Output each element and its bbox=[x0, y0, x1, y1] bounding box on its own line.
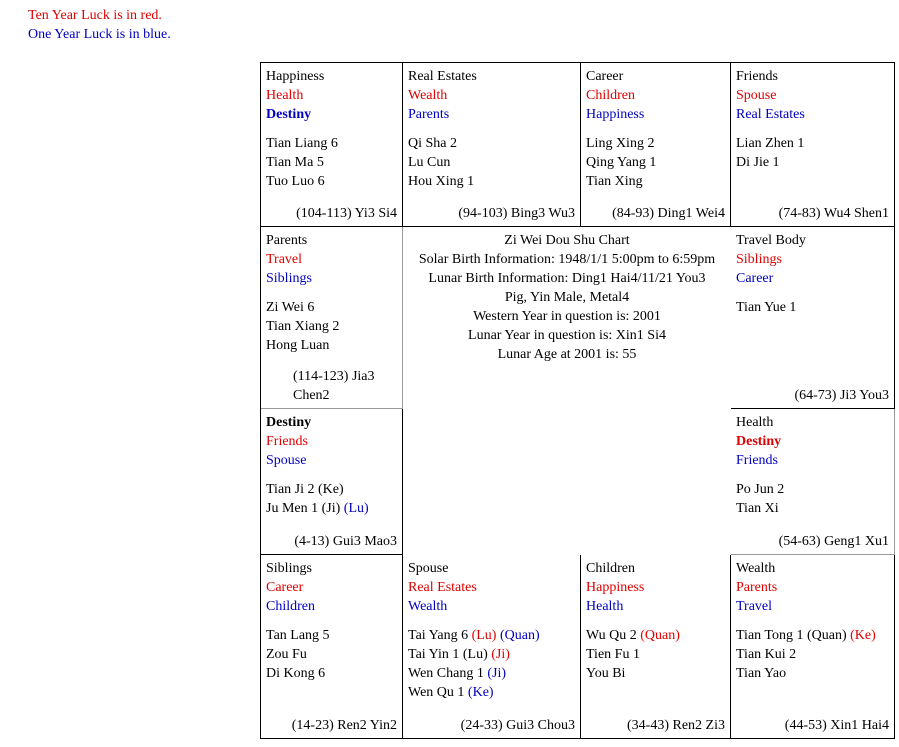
star bbox=[408, 645, 575, 664]
animal-gender-element: Pig, Yin Male, Metal4 bbox=[504, 290, 630, 305]
star-name: Wu Qu 2 bbox=[586, 628, 637, 643]
one-year-palace: Parents bbox=[408, 107, 450, 122]
palace-xu bbox=[731, 409, 895, 555]
ten-year-transform: (Lu) bbox=[471, 628, 497, 643]
western-year: Western Year in question is: 2001 bbox=[473, 309, 661, 324]
one-year-palace: Real Estates bbox=[736, 107, 805, 122]
palace-name: Career bbox=[586, 69, 624, 84]
ten-year-palace: Wealth bbox=[408, 88, 448, 103]
star-name: Wen Qu 1 bbox=[408, 685, 465, 700]
star: Zi Wei 6 bbox=[266, 300, 315, 315]
ten-year-palace: Parents bbox=[736, 580, 778, 595]
palace-name: Children bbox=[586, 561, 635, 576]
age-range-stem-branch: (74-83) Wu4 Shen1 bbox=[778, 206, 889, 221]
ten-year-palace: Health bbox=[266, 88, 304, 103]
lunar-birth-info: Lunar Birth Information: Ding1 Hai4/11/21 You3 bbox=[428, 271, 706, 286]
star: Tian Yue 1 bbox=[736, 300, 797, 315]
one-year-palace: Friends bbox=[736, 453, 778, 468]
ten-year-palace: Friends bbox=[266, 434, 308, 449]
age-range-stem-branch: (94-103) Bing3 Wu3 bbox=[458, 206, 575, 221]
palace-name: Health bbox=[736, 415, 774, 430]
star: Tian Ma 5 bbox=[266, 155, 324, 170]
star-name: Ju Men 1 (Ji) bbox=[266, 501, 341, 516]
ten-year-palace: Travel bbox=[266, 252, 303, 267]
star: Tian Xing bbox=[586, 174, 643, 189]
star bbox=[408, 683, 575, 702]
one-year-palace: Children bbox=[266, 599, 315, 614]
star: Tian Yao bbox=[736, 666, 787, 681]
ten-year-palace: Destiny bbox=[736, 434, 782, 449]
star: Tien Fu 1 bbox=[586, 647, 640, 662]
ten-year-palace: Real Estates bbox=[408, 580, 477, 595]
palace-shen bbox=[731, 63, 895, 227]
palace-hai bbox=[731, 555, 895, 739]
star bbox=[408, 664, 575, 683]
age-range-stem-branch: (24-33) Gui3 Chou3 bbox=[460, 718, 575, 733]
star: Hou Xing 1 bbox=[408, 174, 475, 189]
star: Di Jie 1 bbox=[736, 155, 780, 170]
star-name: Tian Tong 1 (Quan) bbox=[736, 628, 847, 643]
star: Lian Zhen 1 bbox=[736, 136, 805, 151]
star: Tan Lang 5 bbox=[266, 628, 330, 643]
ten-year-transform: (Quan) bbox=[640, 628, 680, 643]
one-year-palace: Health bbox=[586, 599, 624, 614]
star: Po Jun 2 bbox=[736, 482, 785, 497]
age-range-stem-branch: (4-13) Gui3 Mao3 bbox=[294, 534, 397, 549]
palace-chou bbox=[403, 555, 581, 739]
ten-year-palace: Children bbox=[586, 88, 635, 103]
one-year-palace: Wealth bbox=[408, 599, 448, 614]
star bbox=[408, 626, 575, 645]
palace-you bbox=[731, 227, 895, 409]
star: Tian Ji 2 (Ke) bbox=[266, 482, 344, 497]
chart-info-panel bbox=[402, 227, 732, 555]
star-name: Tai Yin 1 (Lu) bbox=[408, 647, 488, 662]
zi-wei-chart-grid bbox=[260, 62, 895, 739]
star-name: Tai Yang 6 bbox=[408, 628, 469, 643]
palace-chen bbox=[261, 227, 403, 409]
star-name: Wen Chang 1 bbox=[408, 666, 484, 681]
star: Ling Xing 2 bbox=[586, 136, 655, 151]
star: Tian Liang 6 bbox=[266, 136, 338, 151]
ten-year-palace: Siblings bbox=[736, 252, 782, 267]
ten-year-transform: (Ke) bbox=[850, 628, 876, 643]
color-legend bbox=[28, 6, 171, 44]
age-range-stem-branch: (44-53) Xin1 Hai4 bbox=[784, 718, 889, 733]
star: Di Kong 6 bbox=[266, 666, 326, 681]
one-year-transform: (Quan) bbox=[499, 628, 540, 643]
one-year-palace: Siblings bbox=[266, 271, 312, 286]
star: Tian Xi bbox=[736, 501, 779, 516]
star: Tian Xiang 2 bbox=[266, 319, 340, 334]
palace-mao bbox=[261, 409, 403, 555]
solar-birth-info: Solar Birth Information: 1948/1/1 5:00pm to 6:59pm bbox=[418, 252, 716, 267]
star bbox=[586, 626, 725, 645]
star: Zou Fu bbox=[266, 647, 307, 662]
star: Qi Sha 2 bbox=[408, 136, 457, 151]
ten-year-palace: Spouse bbox=[736, 88, 777, 103]
lunar-age: Lunar Age at 2001 is: 55 bbox=[497, 347, 637, 362]
star: Hong Luan bbox=[266, 338, 330, 353]
star bbox=[736, 626, 889, 645]
star: Lu Cun bbox=[408, 155, 451, 170]
age-range-stem-branch: (104-113) Yi3 Si4 bbox=[296, 206, 397, 221]
star: Tuo Luo 6 bbox=[266, 174, 325, 189]
palace-name: Parents bbox=[266, 233, 308, 248]
one-year-legend: One Year Luck is in blue. bbox=[28, 27, 171, 42]
age-range-stem-branch: (114-123) Jia3 Chen2 bbox=[293, 369, 375, 403]
ten-year-palace: Career bbox=[266, 580, 304, 595]
palace-wu bbox=[403, 63, 581, 227]
age-range-stem-branch: (84-93) Ding1 Wei4 bbox=[612, 206, 725, 221]
one-year-transform: (Lu) bbox=[343, 501, 369, 516]
palace-name: Spouse bbox=[408, 561, 449, 576]
palace-name: Friends bbox=[736, 69, 778, 84]
star: Qing Yang 1 bbox=[586, 155, 657, 170]
one-year-palace: Destiny bbox=[266, 107, 312, 122]
one-year-transform: (Ke) bbox=[467, 685, 494, 700]
star bbox=[266, 499, 397, 518]
age-range-stem-branch: (64-73) Ji3 You3 bbox=[794, 388, 889, 403]
one-year-palace: Happiness bbox=[586, 107, 645, 122]
star: You Bi bbox=[586, 666, 626, 681]
one-year-transform: (Ji) bbox=[487, 666, 507, 681]
palace-zi bbox=[581, 555, 731, 739]
one-year-palace: Spouse bbox=[266, 453, 307, 468]
palace-name: Happiness bbox=[266, 69, 325, 84]
star: Tian Kui 2 bbox=[736, 647, 797, 662]
ten-year-legend: Ten Year Luck is in red. bbox=[28, 8, 162, 23]
ten-year-transform: (Ji) bbox=[491, 647, 510, 662]
chart-title: Zi Wei Dou Shu Chart bbox=[504, 233, 630, 248]
palace-si bbox=[261, 63, 403, 227]
palace-yin bbox=[261, 555, 403, 739]
palace-name: Destiny bbox=[266, 415, 312, 430]
palace-name: Travel Body bbox=[736, 233, 806, 248]
palace-name: Siblings bbox=[266, 561, 312, 576]
lunar-year: Lunar Year in question is: Xin1 Si4 bbox=[468, 328, 666, 343]
age-range-stem-branch: (34-43) Ren2 Zi3 bbox=[627, 718, 725, 733]
palace-wei bbox=[581, 63, 731, 227]
one-year-palace: Travel bbox=[736, 599, 773, 614]
ten-year-palace: Happiness bbox=[586, 580, 645, 595]
age-range-stem-branch: (14-23) Ren2 Yin2 bbox=[291, 718, 397, 733]
palace-name: Wealth bbox=[736, 561, 776, 576]
age-range-stem-branch: (54-63) Geng1 Xu1 bbox=[778, 534, 889, 549]
one-year-palace: Career bbox=[736, 271, 774, 286]
palace-name: Real Estates bbox=[408, 69, 477, 84]
